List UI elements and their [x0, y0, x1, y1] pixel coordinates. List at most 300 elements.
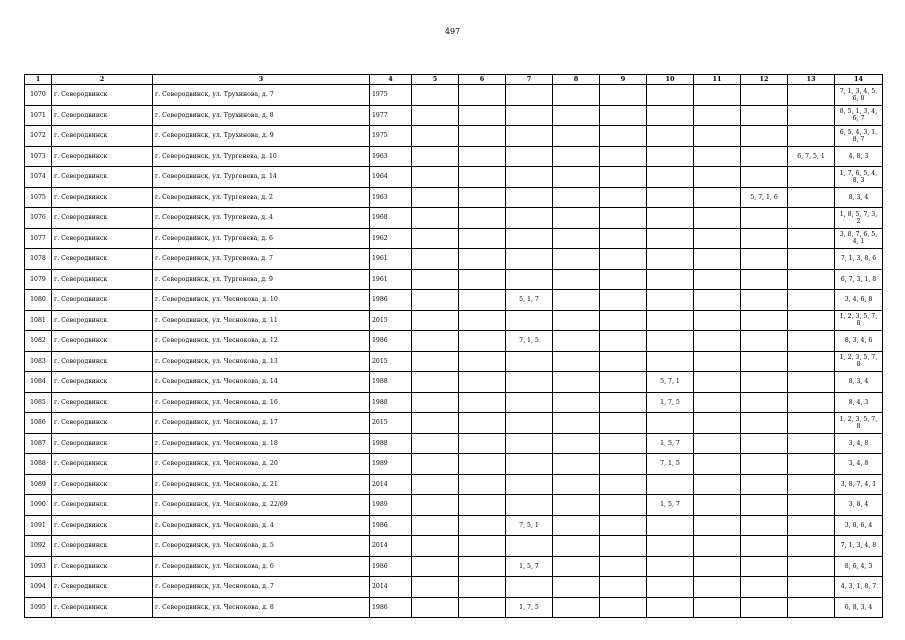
table-row: [25, 597, 883, 618]
table-cell-col-14: 8, 3, 4, 6: [835, 331, 883, 352]
table-cell-col-9: [600, 413, 647, 434]
table-cell-col-9: [600, 597, 647, 618]
table-cell-col-7: [506, 413, 553, 434]
table-cell-col-9: [600, 126, 647, 147]
table-cell-col-8: [553, 392, 600, 413]
column-header-12: 12: [741, 75, 788, 85]
table-cell-col-14: 8, 3, 4: [835, 372, 883, 393]
table-row: [25, 146, 883, 167]
table-cell-col-11: [694, 310, 741, 331]
table-cell-col-9: [600, 372, 647, 393]
table-cell-col-7: 1, 5, 7: [506, 556, 553, 577]
data-table: [24, 74, 883, 618]
table-cell-col-11: [694, 228, 741, 249]
table-cell-col-12: [741, 577, 788, 598]
table-cell-col-3: г. Северодвинск, ул. Тургенева, д. 10: [153, 146, 370, 167]
table-cell-col-12: 5, 7, 1, 6: [741, 187, 788, 208]
table-cell-col-2: г. Северодвинск: [52, 331, 153, 352]
table-cell-col-1: 1082: [25, 331, 52, 352]
table-cell-col-2: г. Северодвинск: [52, 454, 153, 475]
table-cell-col-7: [506, 85, 553, 106]
table-cell-col-6: [459, 167, 506, 188]
table-cell-col-13: [788, 536, 835, 557]
table-cell-col-10: [647, 187, 694, 208]
table-cell-col-1: 1081: [25, 310, 52, 331]
table-cell-col-12: [741, 249, 788, 270]
table-row: [25, 187, 883, 208]
table-cell-col-1: 1085: [25, 392, 52, 413]
column-header-13: 13: [788, 75, 835, 85]
table-cell-col-5: [412, 577, 459, 598]
table-cell-col-12: [741, 290, 788, 311]
table-cell-col-2: г. Северодвинск: [52, 105, 153, 126]
table-cell-col-13: 6, 7, 5, 1: [788, 146, 835, 167]
table-cell-col-14: 7, 1, 3, 8, 6: [835, 249, 883, 270]
table-cell-col-3: г. Северодвинск, ул. Чеснокова, д. 18: [153, 433, 370, 454]
table-cell-col-13: [788, 351, 835, 372]
table-cell-col-14: 8, 5, 1, 3, 4, 6, 7: [835, 105, 883, 126]
table-cell-col-4: 2015: [370, 351, 412, 372]
table-cell-col-9: [600, 577, 647, 598]
table-cell-col-14: 6, 5, 4, 3, 1, 8, 7: [835, 126, 883, 147]
table-cell-col-1: 1080: [25, 290, 52, 311]
table-cell-col-7: [506, 187, 553, 208]
table-cell-col-9: [600, 474, 647, 495]
column-header-7: 7: [506, 75, 553, 85]
table-cell-col-14: 8, 3, 4: [835, 187, 883, 208]
table-cell-col-2: г. Северодвинск: [52, 187, 153, 208]
table-cell-col-3: г. Северодвинск, ул. Чеснокова, д. 16: [153, 392, 370, 413]
table-cell-col-2: г. Северодвинск: [52, 249, 153, 270]
table-cell-col-7: 7, 1, 5: [506, 331, 553, 352]
table-cell-col-11: [694, 597, 741, 618]
table-row: [25, 85, 883, 106]
table-cell-col-6: [459, 556, 506, 577]
table-cell-col-1: 1078: [25, 249, 52, 270]
table-cell-col-3: г. Северодвинск, ул. Чеснокова, д. 11: [153, 310, 370, 331]
table-cell-col-6: [459, 454, 506, 475]
table-cell-col-8: [553, 454, 600, 475]
table-cell-col-4: 1961: [370, 269, 412, 290]
table-cell-col-10: [647, 105, 694, 126]
table-cell-col-5: [412, 167, 459, 188]
table-cell-col-4: 1977: [370, 105, 412, 126]
table-cell-col-9: [600, 433, 647, 454]
table-cell-col-4: 1988: [370, 433, 412, 454]
table-cell-col-2: г. Северодвинск: [52, 474, 153, 495]
table-cell-col-2: г. Северодвинск: [52, 269, 153, 290]
table-cell-col-1: 1088: [25, 454, 52, 475]
table-cell-col-10: 1, 5, 7: [647, 433, 694, 454]
table-cell-col-4: 1986: [370, 331, 412, 352]
table-cell-col-6: [459, 351, 506, 372]
table-cell-col-7: [506, 269, 553, 290]
table-cell-col-1: 1077: [25, 228, 52, 249]
table-cell-col-10: [647, 146, 694, 167]
table-cell-col-13: [788, 290, 835, 311]
table-cell-col-13: [788, 515, 835, 536]
table-cell-col-10: 1, 7, 5: [647, 392, 694, 413]
table-cell-col-8: [553, 372, 600, 393]
table-cell-col-13: [788, 269, 835, 290]
table-cell-col-13: [788, 126, 835, 147]
table-cell-col-4: 1963: [370, 187, 412, 208]
table-cell-col-6: [459, 597, 506, 618]
table-cell-col-10: [647, 351, 694, 372]
table-cell-col-7: [506, 474, 553, 495]
table-cell-col-7: [506, 249, 553, 270]
table-cell-col-7: 1, 7, 5: [506, 597, 553, 618]
table-cell-col-12: [741, 372, 788, 393]
table-cell-col-1: 1079: [25, 269, 52, 290]
table-body: [25, 85, 883, 618]
table-cell-col-4: 1986: [370, 556, 412, 577]
table-cell-col-13: [788, 474, 835, 495]
table-cell-col-14: 3, 8, 7, 6, 5, 4, 1: [835, 228, 883, 249]
table-cell-col-10: [647, 536, 694, 557]
table-cell-col-3: г. Северодвинск, ул. Чеснокова, д. 8: [153, 597, 370, 618]
table-cell-col-9: [600, 351, 647, 372]
table-cell-col-2: г. Северодвинск: [52, 167, 153, 188]
table-cell-col-2: г. Северодвинск: [52, 577, 153, 598]
table-cell-col-7: [506, 105, 553, 126]
table-cell-col-11: [694, 536, 741, 557]
table-cell-col-9: [600, 167, 647, 188]
column-header-14: 14: [835, 75, 883, 85]
table-cell-col-3: г. Северодвинск, ул. Чеснокова, д. 4: [153, 515, 370, 536]
table-cell-col-2: г. Северодвинск: [52, 515, 153, 536]
table-row: [25, 351, 883, 372]
table-cell-col-11: [694, 454, 741, 475]
table-cell-col-3: г. Северодвинск, ул. Тургенева, д. 9: [153, 269, 370, 290]
table-cell-col-11: [694, 105, 741, 126]
column-header-11: 11: [694, 75, 741, 85]
table-cell-col-5: [412, 392, 459, 413]
table-cell-col-3: г. Северодвинск, ул. Трухинова, д. 7: [153, 85, 370, 106]
table-cell-col-11: [694, 413, 741, 434]
table-cell-col-7: [506, 536, 553, 557]
table-cell-col-13: [788, 577, 835, 598]
table-cell-col-3: г. Северодвинск, ул. Чеснокова, д. 6: [153, 556, 370, 577]
table-cell-col-9: [600, 495, 647, 516]
table-cell-col-5: [412, 454, 459, 475]
table-cell-col-2: г. Северодвинск: [52, 290, 153, 311]
table-cell-col-10: [647, 85, 694, 106]
table-cell-col-3: г. Северодвинск, ул. Чеснокова, д. 7: [153, 577, 370, 598]
table-cell-col-11: [694, 392, 741, 413]
table-cell-col-4: 2014: [370, 577, 412, 598]
table-cell-col-9: [600, 208, 647, 229]
table-cell-col-9: [600, 228, 647, 249]
table-cell-col-1: 1084: [25, 372, 52, 393]
table-cell-col-3: г. Северодвинск, ул. Чеснокова, д. 10: [153, 290, 370, 311]
table-cell-col-2: г. Северодвинск: [52, 85, 153, 106]
table-cell-col-6: [459, 515, 506, 536]
table-cell-col-11: [694, 474, 741, 495]
table-cell-col-5: [412, 351, 459, 372]
table-cell-col-11: [694, 187, 741, 208]
column-header-2: 2: [52, 75, 153, 85]
table-cell-col-14: 7, 1, 3, 4, 8: [835, 536, 883, 557]
table-cell-col-12: [741, 556, 788, 577]
table-cell-col-12: [741, 351, 788, 372]
table-cell-col-12: [741, 474, 788, 495]
table-cell-col-10: 7, 1, 5: [647, 454, 694, 475]
table-cell-col-2: г. Северодвинск: [52, 597, 153, 618]
table-cell-col-4: 1986: [370, 515, 412, 536]
table-cell-col-10: [647, 597, 694, 618]
table-cell-col-10: [647, 228, 694, 249]
table-cell-col-8: [553, 85, 600, 106]
table-cell-col-2: г. Северодвинск: [52, 556, 153, 577]
table-cell-col-6: [459, 331, 506, 352]
table-row: [25, 167, 883, 188]
table-cell-col-1: 1075: [25, 187, 52, 208]
table-cell-col-1: 1076: [25, 208, 52, 229]
table-row: [25, 126, 883, 147]
table-cell-col-1: 1086: [25, 413, 52, 434]
table-cell-col-8: [553, 577, 600, 598]
table-cell-col-2: г. Северодвинск: [52, 351, 153, 372]
table-row: [25, 433, 883, 454]
table-cell-col-11: [694, 126, 741, 147]
table-cell-col-3: г. Северодвинск, ул. Чеснокова, д. 5: [153, 536, 370, 557]
table-cell-col-2: г. Северодвинск: [52, 126, 153, 147]
table-row: [25, 392, 883, 413]
table-cell-col-7: [506, 372, 553, 393]
table-cell-col-11: [694, 269, 741, 290]
table-cell-col-13: [788, 597, 835, 618]
table-cell-col-14: 1, 2, 3, 5, 7, 8: [835, 413, 883, 434]
table-cell-col-5: [412, 310, 459, 331]
table-cell-col-6: [459, 85, 506, 106]
table-cell-col-14: 4, 3, 1, 8, 7: [835, 577, 883, 598]
table-cell-col-6: [459, 495, 506, 516]
table-cell-col-11: [694, 85, 741, 106]
table-cell-col-11: [694, 167, 741, 188]
table-row: [25, 228, 883, 249]
table-cell-col-7: 5, 1, 7: [506, 290, 553, 311]
table-cell-col-13: [788, 331, 835, 352]
table-cell-col-6: [459, 372, 506, 393]
table-cell-col-13: [788, 433, 835, 454]
table-cell-col-5: [412, 536, 459, 557]
table-cell-col-2: г. Северодвинск: [52, 536, 153, 557]
table-cell-col-10: [647, 413, 694, 434]
table-cell-col-6: [459, 536, 506, 557]
table-cell-col-8: [553, 228, 600, 249]
column-header-4: 4: [370, 75, 412, 85]
table-cell-col-5: [412, 474, 459, 495]
table-cell-col-14: 8, 4, 3: [835, 392, 883, 413]
table-cell-col-3: г. Северодвинск, ул. Тургенева, д. 14: [153, 167, 370, 188]
table-cell-col-9: [600, 105, 647, 126]
table-cell-col-13: [788, 413, 835, 434]
table-cell-col-5: [412, 208, 459, 229]
table-cell-col-7: [506, 392, 553, 413]
table-cell-col-12: [741, 85, 788, 106]
table-cell-col-3: г. Северодвинск, ул. Чеснокова, д. 20: [153, 454, 370, 475]
table-cell-col-14: 1, 2, 3, 5, 7, 8: [835, 310, 883, 331]
table-cell-col-9: [600, 536, 647, 557]
table-cell-col-8: [553, 290, 600, 311]
table-row: [25, 556, 883, 577]
table-cell-col-3: г. Северодвинск, ул. Чеснокова, д. 13: [153, 351, 370, 372]
table-cell-col-14: 4, 8, 3: [835, 146, 883, 167]
table-cell-col-8: [553, 269, 600, 290]
table-cell-col-11: [694, 515, 741, 536]
table-cell-col-13: [788, 228, 835, 249]
table-cell-col-5: [412, 331, 459, 352]
column-header-3: 3: [153, 75, 370, 85]
table-cell-col-8: [553, 556, 600, 577]
table-cell-col-14: 6, 8, 3, 4: [835, 597, 883, 618]
table-cell-col-8: [553, 249, 600, 270]
table-cell-col-2: г. Северодвинск: [52, 392, 153, 413]
table-cell-col-13: [788, 85, 835, 106]
table-cell-col-3: г. Северодвинск, ул. Трухинова, д. 8: [153, 105, 370, 126]
column-header-10: 10: [647, 75, 694, 85]
table-cell-col-5: [412, 372, 459, 393]
table-cell-col-14: 1, 7, 6, 5, 4, 8, 3: [835, 167, 883, 188]
table-cell-col-3: г. Северодвинск, ул. Чеснокова, д. 17: [153, 413, 370, 434]
table-cell-col-9: [600, 556, 647, 577]
table-cell-col-4: 1989: [370, 454, 412, 475]
table-cell-col-13: [788, 310, 835, 331]
table-cell-col-13: [788, 454, 835, 475]
table-cell-col-2: г. Северодвинск: [52, 413, 153, 434]
table-cell-col-9: [600, 515, 647, 536]
table-cell-col-12: [741, 269, 788, 290]
table-cell-col-11: [694, 556, 741, 577]
table-cell-col-4: 1989: [370, 495, 412, 516]
table-cell-col-8: [553, 126, 600, 147]
table-row: [25, 413, 883, 434]
table-cell-col-10: [647, 556, 694, 577]
table-cell-col-9: [600, 85, 647, 106]
column-header-9: 9: [600, 75, 647, 85]
table-cell-col-2: г. Северодвинск: [52, 433, 153, 454]
table-cell-col-14: 7, 1, 3, 4, 5, 6, 8: [835, 85, 883, 106]
table-cell-col-11: [694, 208, 741, 229]
table-cell-col-6: [459, 249, 506, 270]
table-row: [25, 515, 883, 536]
page-number: 497: [444, 27, 461, 36]
table-cell-col-14: 1, 2, 3, 5, 7, 8: [835, 351, 883, 372]
table-cell-col-14: 6, 7, 3, 1, 8: [835, 269, 883, 290]
table-cell-col-5: [412, 146, 459, 167]
table-row: [25, 290, 883, 311]
table-cell-col-14: 3, 4, 8: [835, 454, 883, 475]
table-cell-col-10: [647, 126, 694, 147]
table-cell-col-8: [553, 536, 600, 557]
table-cell-col-12: [741, 413, 788, 434]
table-cell-col-3: г. Северодвинск, ул. Трухинова, д. 9: [153, 126, 370, 147]
table-cell-col-5: [412, 556, 459, 577]
table-cell-col-5: [412, 433, 459, 454]
table-cell-col-12: [741, 515, 788, 536]
table-cell-col-7: [506, 310, 553, 331]
table-cell-col-1: 1095: [25, 597, 52, 618]
table-cell-col-11: [694, 372, 741, 393]
table-cell-col-8: [553, 433, 600, 454]
table-row: [25, 536, 883, 557]
table-cell-col-8: [553, 351, 600, 372]
table-cell-col-14: 3, 4, 6, 8: [835, 290, 883, 311]
table-cell-col-10: 5, 7, 1: [647, 372, 694, 393]
table-cell-col-1: 1070: [25, 85, 52, 106]
table-cell-col-12: [741, 392, 788, 413]
table-cell-col-1: 1083: [25, 351, 52, 372]
table-cell-col-2: г. Северодвинск: [52, 228, 153, 249]
table-cell-col-3: г. Северодвинск, ул. Тургенева, д. 2: [153, 187, 370, 208]
table-cell-col-10: [647, 474, 694, 495]
table-cell-col-11: [694, 433, 741, 454]
table-cell-col-6: [459, 433, 506, 454]
table-cell-col-4: 1968: [370, 208, 412, 229]
table-cell-col-10: [647, 290, 694, 311]
table-cell-col-6: [459, 269, 506, 290]
table-cell-col-4: 1964: [370, 167, 412, 188]
table-cell-col-1: 1091: [25, 515, 52, 536]
table-cell-col-12: [741, 105, 788, 126]
table-cell-col-11: [694, 249, 741, 270]
table-row: [25, 577, 883, 598]
table-cell-col-9: [600, 249, 647, 270]
column-header-5: 5: [412, 75, 459, 85]
table-cell-col-4: 1963: [370, 146, 412, 167]
table-cell-col-5: [412, 85, 459, 106]
table-cell-col-11: [694, 290, 741, 311]
column-header-8: 8: [553, 75, 600, 85]
table-cell-col-4: 1975: [370, 126, 412, 147]
table-cell-col-4: 1988: [370, 392, 412, 413]
table-cell-col-12: [741, 331, 788, 352]
table-cell-col-5: [412, 126, 459, 147]
table-row: [25, 249, 883, 270]
table-cell-col-14: 1, 8, 5, 7, 3, 2: [835, 208, 883, 229]
table-cell-col-6: [459, 208, 506, 229]
table-cell-col-4: 1962: [370, 228, 412, 249]
table-cell-col-5: [412, 290, 459, 311]
table-cell-col-3: г. Северодвинск, ул. Тургенева, д. 6: [153, 228, 370, 249]
table-cell-col-11: [694, 331, 741, 352]
table-cell-col-5: [412, 269, 459, 290]
table-cell-col-6: [459, 577, 506, 598]
table-cell-col-10: [647, 310, 694, 331]
table-cell-col-6: [459, 126, 506, 147]
table-cell-col-6: [459, 392, 506, 413]
column-header-1: 1: [25, 75, 52, 85]
table-cell-col-10: 1, 5, 7: [647, 495, 694, 516]
table-row: [25, 208, 883, 229]
table-cell-col-14: 3, 8, 4: [835, 495, 883, 516]
table-cell-col-3: г. Северодвинск, ул. Чеснокова, д. 14: [153, 372, 370, 393]
table-cell-col-2: г. Северодвинск: [52, 208, 153, 229]
table-cell-col-6: [459, 310, 506, 331]
table-cell-col-3: г. Северодвинск, ул. Чеснокова, д. 21: [153, 474, 370, 495]
table-cell-col-7: [506, 146, 553, 167]
table-cell-col-5: [412, 515, 459, 536]
table-cell-col-6: [459, 228, 506, 249]
table-cell-col-13: [788, 105, 835, 126]
table-cell-col-4: 1988: [370, 372, 412, 393]
table-cell-col-5: [412, 597, 459, 618]
table-cell-col-5: [412, 495, 459, 516]
table-cell-col-7: [506, 126, 553, 147]
table-cell-col-6: [459, 474, 506, 495]
table-cell-col-13: [788, 249, 835, 270]
